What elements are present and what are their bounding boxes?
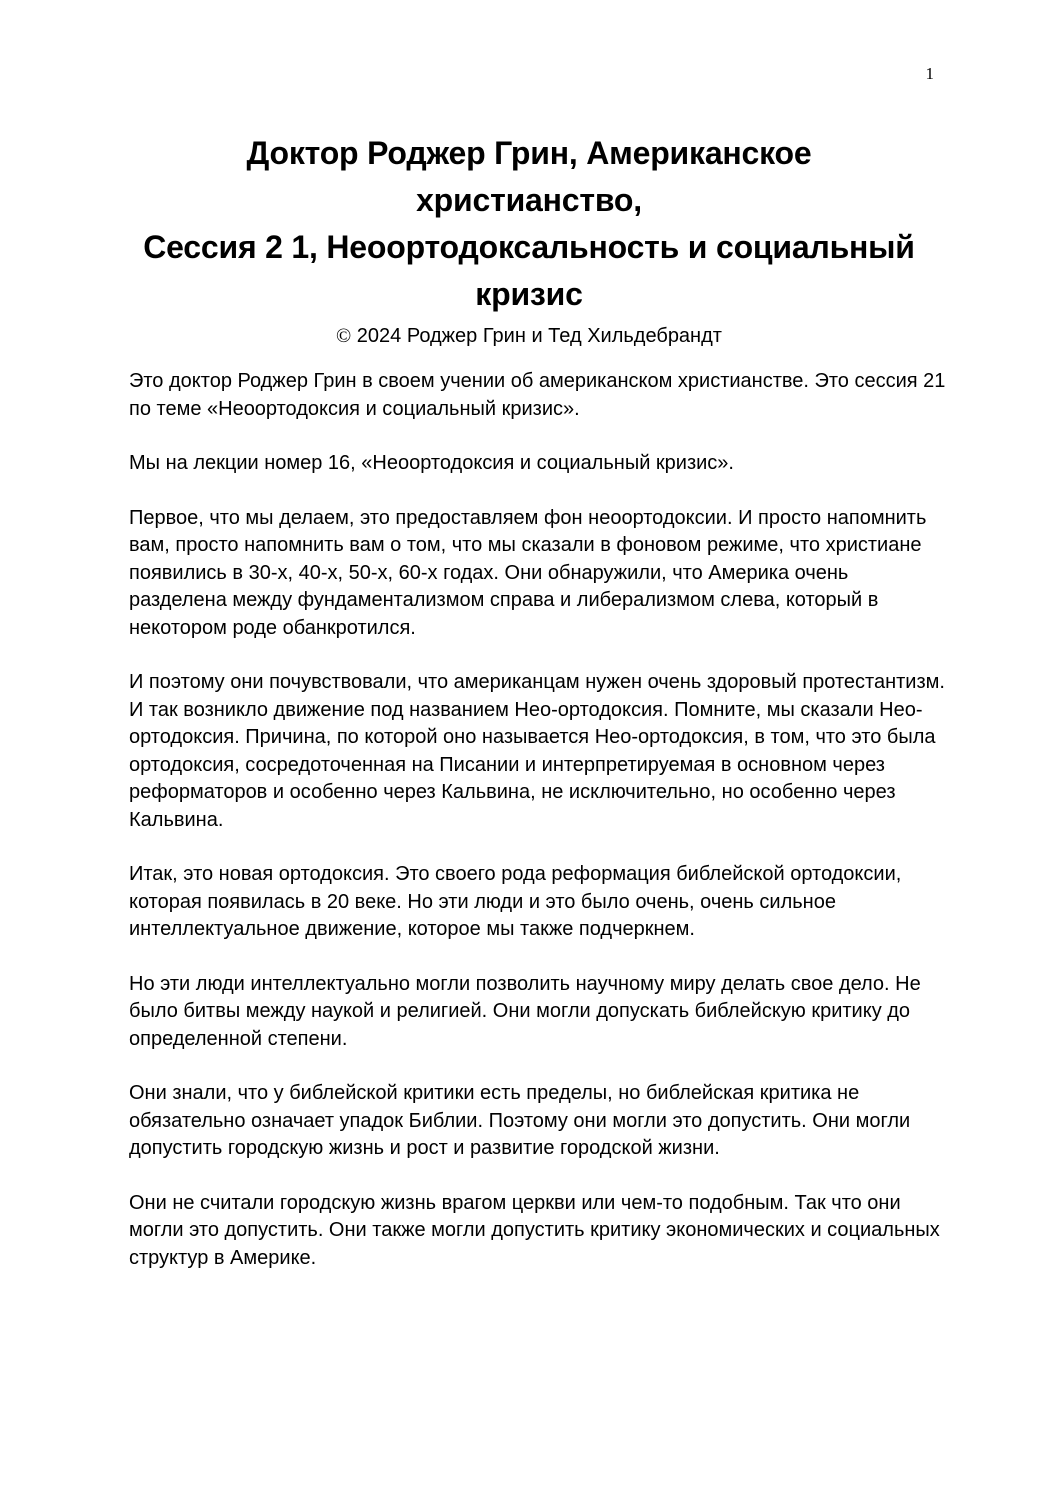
paragraph: Итак, это новая ортодоксия. Это своего рода реформация библейской ортодоксии, которая появилась в 20 веке. Но эти люди и это было очень, очень сильное интеллектуальное движение, которое мы также подчеркнем.: [129, 863, 902, 940]
paragraph: Они не считали городскую жизнь врагом церкви или чем-то подобным. Так что они могли это допустить. Они также могли допустить критику экономических и социальных структур в Америке.: [129, 1191, 940, 1269]
title-block: [100, 130, 958, 350]
page-number: 1: [925, 64, 934, 83]
copyright-line: [100, 322, 958, 350]
document-title-line-4: кризис: [475, 276, 583, 312]
paragraph: Они знали, что у библейской критики есть пределы, но библейская критика не обязательно означает упадок Библии. Поэтому они могли это допустить. Они могли допустить городскую жизнь и рост и развитие городской жизни.: [129, 1082, 911, 1159]
paragraph: Это доктор Роджер Грин в своем учении об американском христианстве. Это сессия 21 по теме «Неоортодоксия и социальный кризис».: [129, 370, 946, 420]
paragraph: Но эти люди интеллектуально могли позволить научному миру делать свое дело. Не было битвы между наукой и религией. Они могли допускать библейскую критику до определенной степени.: [129, 972, 921, 1050]
document-title-line-2: христианство,: [416, 182, 642, 218]
paragraph: Первое, что мы делаем, это предоставляем фон неоортодоксии. И просто напомнить вам, просто напомнить вам о том, что мы сказали в фоновом режиме, что христиане появились в 30-х, 40-х, 50-х, 60-х годах. Они обнаружили, что Америка очень разделена между фундаментализмом справа и либерализмом слева, который в некотором роде обанкротился.: [129, 506, 927, 639]
document-title-line-1: Доктор Роджер Грин, Американское: [246, 135, 812, 171]
body-text: [129, 368, 949, 1299]
document-title-line-3: Сессия 2 1, Неоортодоксальность и социальный: [143, 229, 915, 265]
copyright-symbol: ©: [336, 325, 352, 347]
paragraph: И поэтому они почувствовали, что американцам нужен очень здоровый протестантизм. И так возникло движение под названием Нео-ортодоксия. Помните, мы сказали Нео-ортодоксия. Причина, по которой оно называется Нео-ортодоксия, в том, что это была ортодоксия, сосредоточенная на Писании и интерпретируемая в основном через реформаторов и особенно через Кальвина, не исключительно, но особенно через Кальвина.: [129, 671, 945, 831]
paragraph: Мы на лекции номер 16, «Неоортодоксия и социальный кризис».: [129, 452, 734, 474]
copyright-text: 2024 Роджер Грин и Тед Хильдебрандт: [351, 325, 722, 347]
